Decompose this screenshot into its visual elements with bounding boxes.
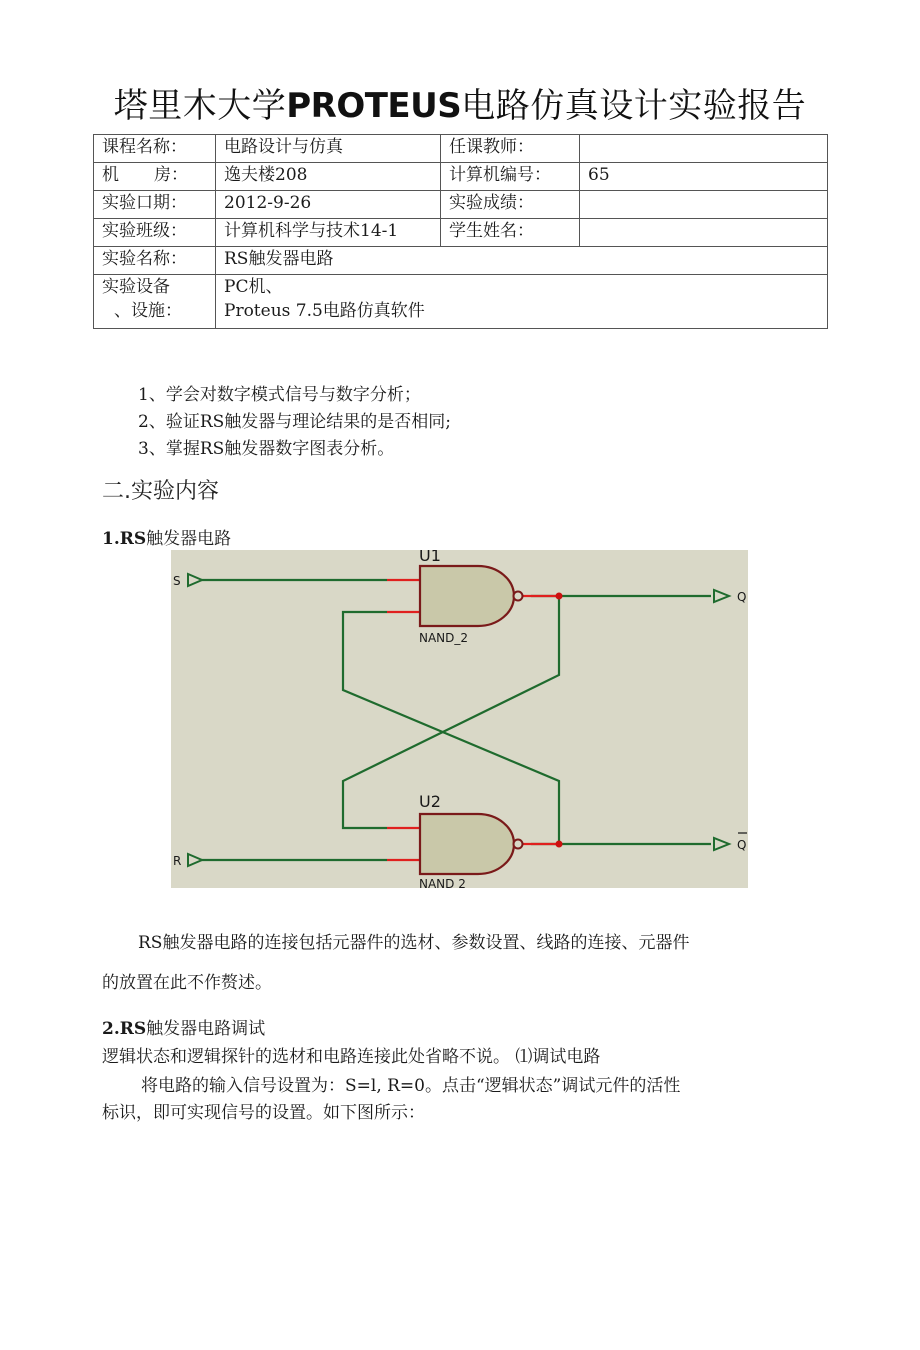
room-label-a: 机 [102,165,119,185]
equipment-value [216,275,828,329]
subheading-text: 触发器电路调试 [146,1019,266,1039]
equipment-label-line2: 、设施： [114,301,182,321]
gate2-name-label: U2 [419,792,441,811]
title-brand: PROTEUS [286,86,462,126]
table-row [94,135,828,163]
subheading-number: 2.RS [102,1019,147,1039]
table-row [94,247,828,275]
computer-label: 计算机编号： [441,163,580,191]
nand-gate-u1 [420,566,514,626]
table-row [94,219,828,247]
paragraph-signal-line2: 标识，即可实现信号的设置。如下图所示： [102,1103,425,1123]
score-value [580,191,828,219]
circuit-svg [171,550,748,888]
exp-name-label: 实验名称： [94,247,216,275]
gate1-type-label: NAND_2 [419,631,469,645]
input-terminal-s [188,574,202,586]
date-value: 2012-9-26 [216,191,441,219]
room-label [94,163,216,191]
page-title [0,78,920,127]
inverter-bubble-u1 [514,592,523,601]
objectives-list [138,382,451,463]
list-item: 3、掌握RS触发器数字图表分析。 [138,439,395,459]
teacher-label: 任课教师： [441,135,580,163]
teacher-value [580,135,828,163]
room-label-b: 房： [154,165,188,185]
class-label: 实验班级： [94,219,216,247]
course-value: 电路设计与仿真 [216,135,441,163]
section-heading-content: 二.实验内容 [102,479,219,504]
equipment-label [94,275,216,329]
junction-dot-q [556,593,563,600]
room-value: 逸夫楼208 [216,163,441,191]
output-qbar-label: Q [737,838,747,852]
table-row [94,191,828,219]
info-table [93,134,828,329]
gate1-name-label: U1 [419,550,441,565]
paragraph-circuit-line1: RS触发器电路的连接包括元器件的选材、参数设置、线路的连接、元器件 [138,933,690,953]
student-label: 学生姓名： [441,219,580,247]
output-terminal-qbar [714,838,729,850]
output-q-label: Q [737,590,747,604]
input-s-label: S [173,574,181,588]
course-label: 课程名称： [94,135,216,163]
table-row [94,163,828,191]
list-item: 1、学会对数字模式信号与数字分析； [138,385,421,405]
paragraph-circuit-line2: 的放置在此不作赘述。 [102,973,272,993]
input-r-label: R [173,854,182,868]
nand-gate-u2 [420,814,514,874]
subheading-rs-circuit [102,524,231,549]
date-label: 实验口期： [94,191,216,219]
score-label: 实验成绩： [441,191,580,219]
paragraph-debug: 逻辑状态和逻辑探针的选材和电路连接此处省略不说。 ⑴调试电路 [102,1047,601,1067]
table-row [94,275,828,329]
paragraph-signal-line1: 将电路的输入信号设置为：S=l, R=0。点击“逻辑状态”调试元件的活性 [141,1076,681,1096]
equipment-value-line1: PC机、 [224,277,283,297]
junction-dot-qbar [556,841,563,848]
subheading-rs-debug [102,1014,265,1039]
subheading-text: 触发器电路 [146,529,232,549]
class-value: 计算机科学与技术14-1 [216,219,441,247]
student-value [580,219,828,247]
inverter-bubble-u2 [514,840,523,849]
exp-name-value: RS触发器电路 [216,247,828,275]
title-prefix: 塔里木大学 [113,86,287,126]
subheading-number: 1.RS [102,529,147,549]
title-suffix: 电路仿真设计实验报告 [461,86,807,126]
output-terminal-q [714,590,729,602]
computer-value: 65 [580,163,828,191]
gate2-type-label: NAND 2 [419,877,466,888]
input-terminal-r [188,854,202,866]
equipment-label-line1: 实验设备 [102,277,170,297]
list-item: 2、验证RS触发器与理论结果的是否相同; [138,412,451,432]
equipment-value-line2: Proteus 7.5电路仿真软件 [224,301,425,321]
circuit-diagram [171,550,748,888]
